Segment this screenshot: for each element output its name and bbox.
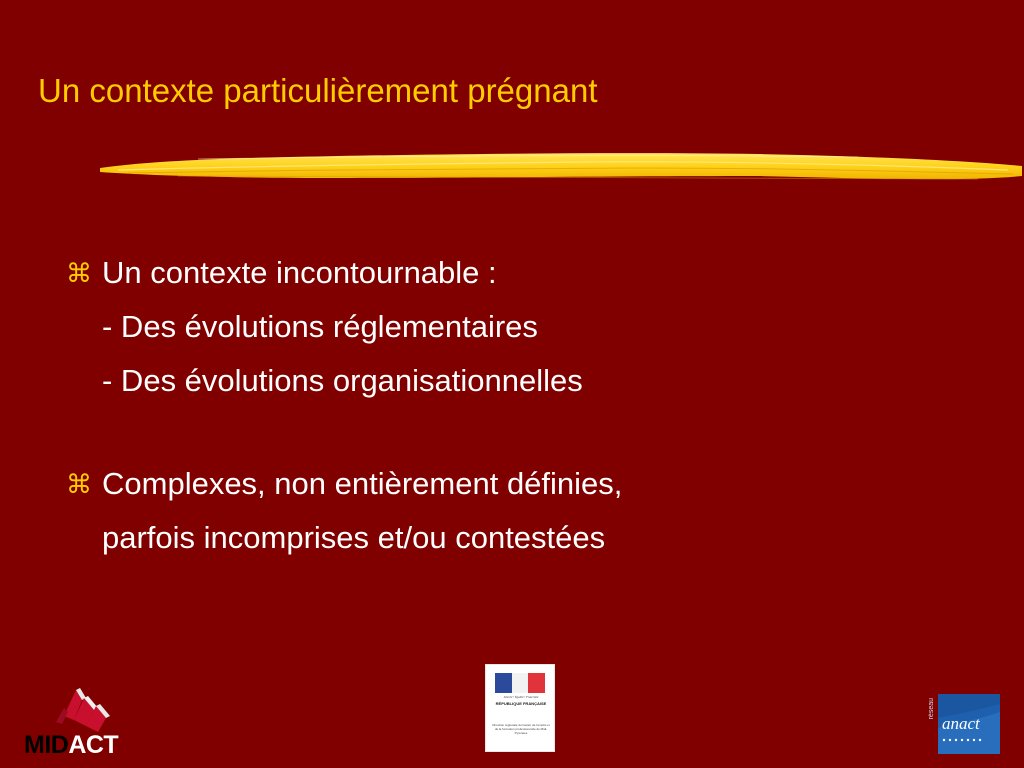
- midact-logo: [24, 684, 134, 760]
- sub-item: - Des évolutions réglementaires: [102, 309, 538, 344]
- anact-dots-icon: [940, 738, 996, 742]
- republique-francaise-logo: [485, 664, 555, 752]
- french-flag-icon: [495, 673, 545, 693]
- midact-emblem-icon: [46, 684, 136, 734]
- bullet-item: [66, 457, 622, 511]
- bullet-block-complex: [66, 457, 622, 565]
- rf-subtext: Direction régionale du travail, de l'emploi et de la formation professionnelle de Midi-Pyrénées: [492, 723, 550, 735]
- brush-stroke-divider: [98, 146, 1024, 190]
- bullet-icon: ⌘: [66, 258, 92, 288]
- rf-name: RÉPUBLIQUE FRANÇAISE: [495, 701, 547, 706]
- bullet-text: Un contexte incontournable :: [102, 255, 497, 290]
- bullet-text: Complexes, non entièrement définies,: [102, 466, 623, 501]
- slide-title: Un contexte particulièrement prégnant: [38, 72, 598, 109]
- bullet-icon: ⌘: [66, 469, 92, 499]
- anact-reseau-text: réseau: [928, 698, 935, 720]
- midact-mid-text: MID: [24, 731, 69, 759]
- bullet-block-context: [66, 246, 583, 408]
- rf-motto: Liberté • Égalité • Fraternité: [503, 695, 539, 699]
- bullet-item: [66, 246, 583, 300]
- anact-logo: [928, 694, 1004, 756]
- sub-item: - Des évolutions organisationnelles: [102, 363, 583, 398]
- bullet-continuation: parfois incomprises et/ou contestées: [102, 520, 606, 555]
- midact-act-text: ACT: [68, 731, 119, 759]
- midact-wordmark: [24, 732, 118, 758]
- anact-wordmark: anact: [942, 714, 980, 733]
